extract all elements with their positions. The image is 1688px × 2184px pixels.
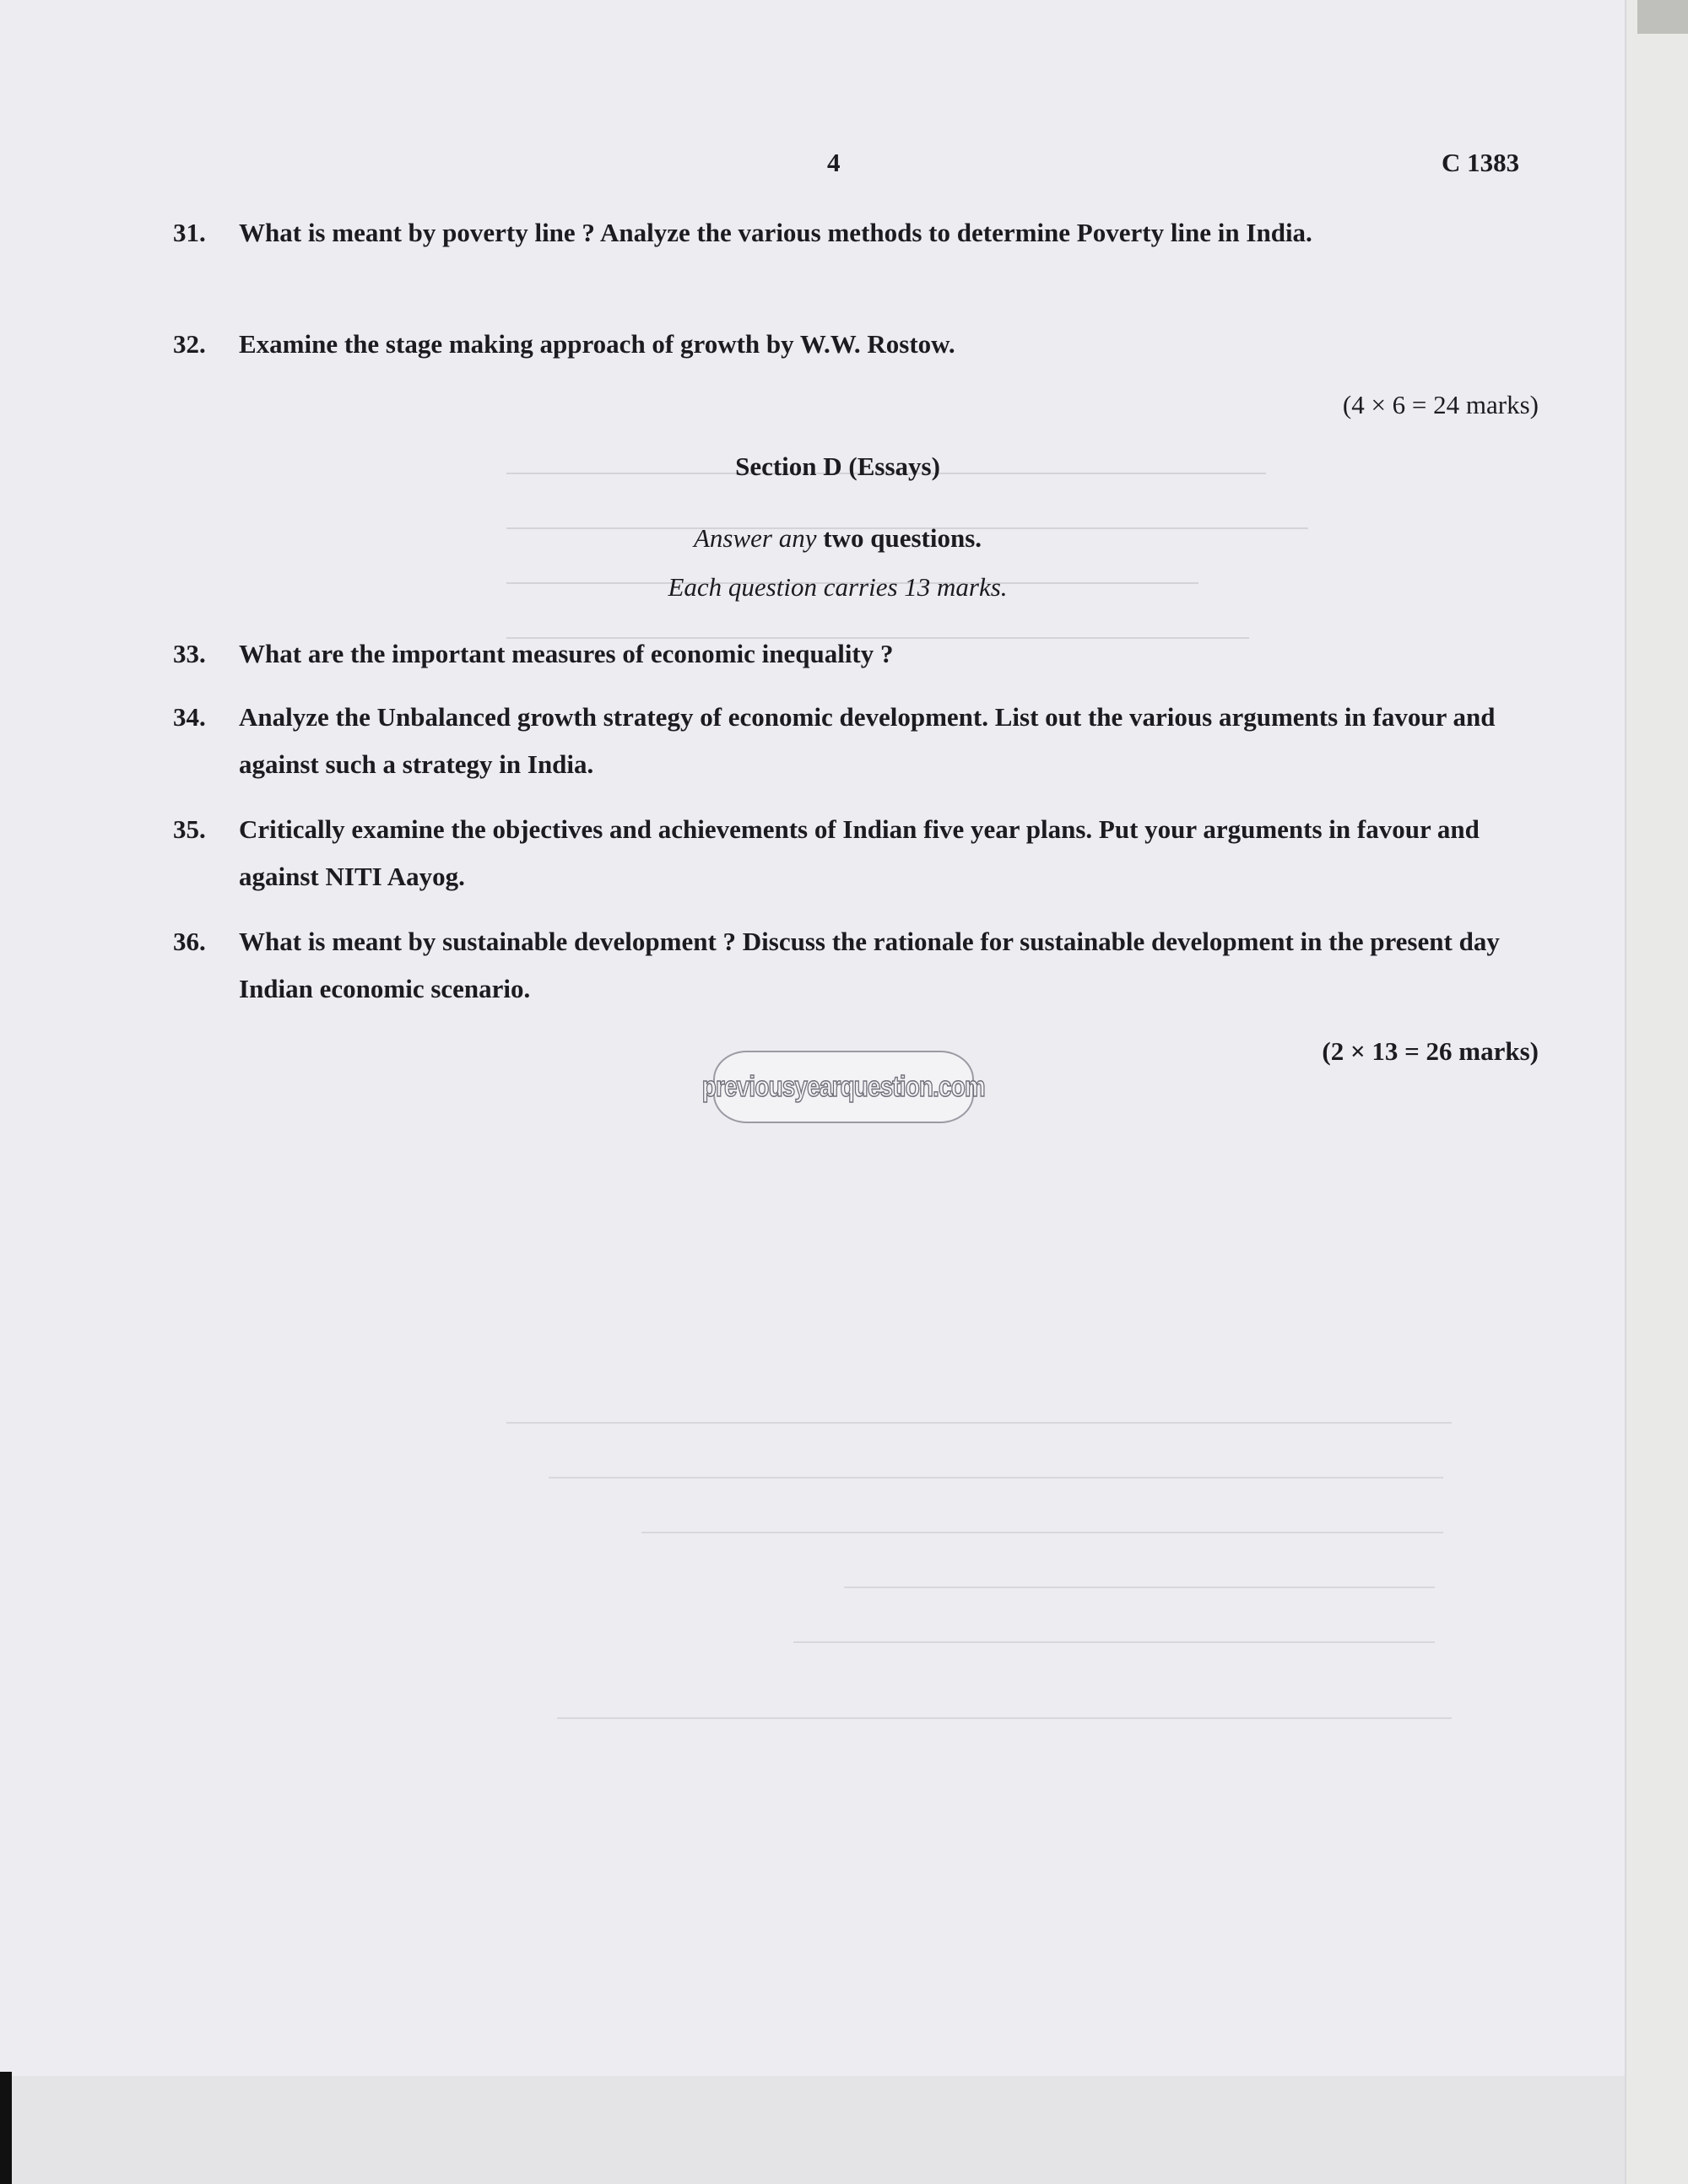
question-number: 31.	[173, 218, 206, 247]
watermark-text: previousyearquestion.com	[701, 1070, 986, 1103]
scanner-bottom-strip	[0, 2076, 1625, 2184]
question-text: Critically examine the objectives and achievements of Indian five year plans. Put your arguments in favour and against NITI Aayog.	[239, 814, 1480, 891]
section-d-title: Section D (Essays)	[735, 451, 940, 481]
question-36	[173, 918, 1540, 1013]
page-number: 4	[827, 148, 841, 177]
question-number: 33.	[173, 639, 206, 668]
question-text: What is meant by poverty line ? Analyze the various methods to determine Poverty line in India.	[239, 218, 1312, 247]
question-number: 35.	[173, 814, 206, 844]
question-32	[173, 321, 1540, 368]
question-text: Analyze the Unbalanced growth strategy of economic development. List out the various arguments in favour and against such a strategy in India.	[239, 702, 1496, 779]
section-d-instruction	[0, 523, 1675, 554]
section-d-marks: (2 × 13 = 26 marks)	[1322, 1036, 1539, 1066]
question-35	[173, 806, 1540, 900]
question-number: 34.	[173, 702, 206, 732]
question-text: What are the important measures of economic inequality ?	[239, 639, 894, 668]
question-33	[173, 630, 1540, 678]
question-34	[173, 694, 1540, 788]
paper-code: C 1383	[1442, 148, 1520, 177]
question-text: Examine the stage making approach of growth by W.W. Rostow.	[239, 329, 955, 359]
instruction-bold: two questions.	[823, 523, 982, 553]
question-text: What is meant by sustainable development ? Discuss the rationale for sustainable development in the present day Indian economic scenario.	[239, 927, 1500, 1003]
scanner-shadow	[1637, 0, 1688, 34]
watermark-logo	[701, 1051, 986, 1123]
section-c-marks: (4 × 6 = 24 marks)	[1342, 390, 1539, 419]
scanner-margin	[1625, 0, 1688, 2184]
question-number: 36.	[173, 927, 206, 956]
question-31	[173, 209, 1540, 257]
section-d-instruction-2: Each question carries 13 marks.	[668, 572, 1008, 602]
scanner-edge	[0, 2072, 12, 2184]
question-number: 32.	[173, 329, 206, 359]
instruction-prefix: Answer any	[693, 523, 824, 553]
